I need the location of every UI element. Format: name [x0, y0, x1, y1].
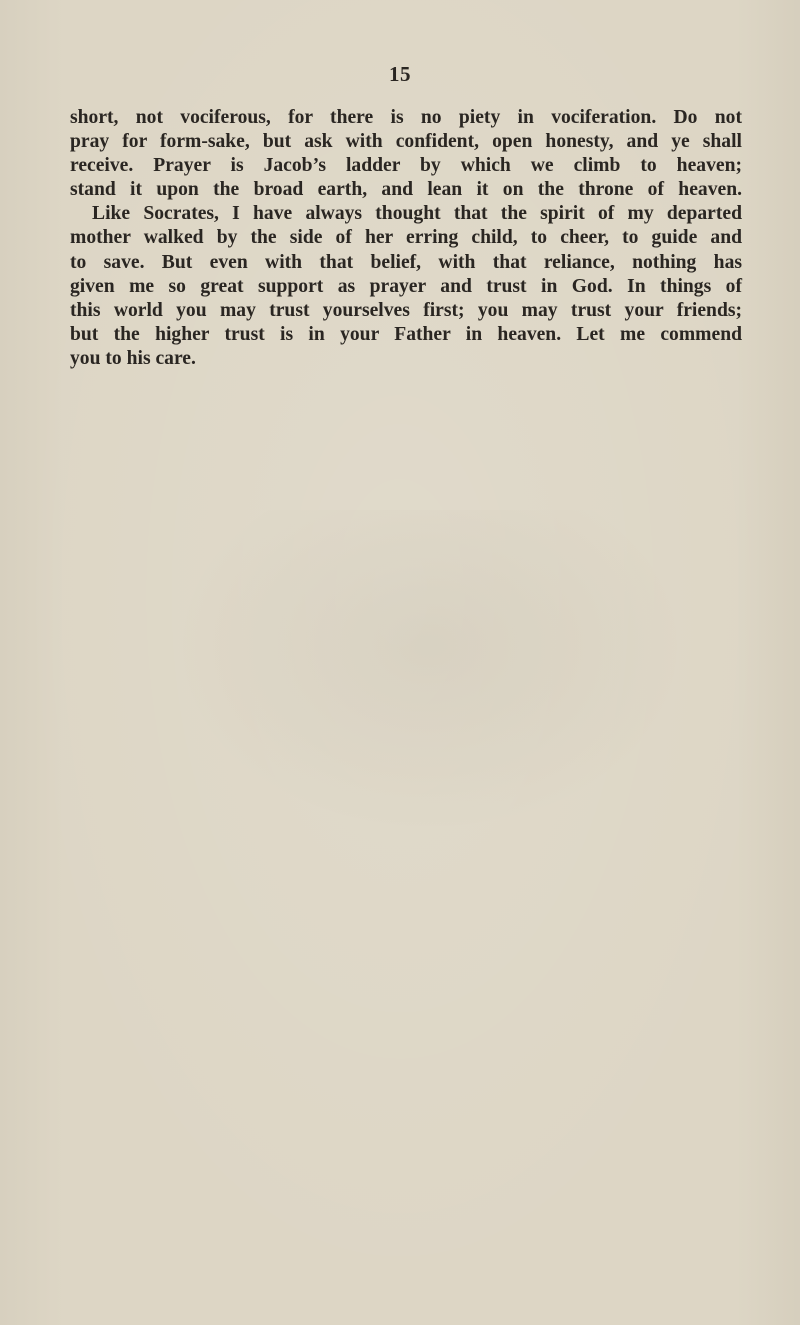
text-line: given me so great support as prayer and trust in God. In things of — [70, 275, 742, 297]
text-line: but the higher trust is in your Father in heaven. Let me commend — [70, 323, 742, 345]
text-line: pray for form-sake, but ask with confident, open honesty, and ye shall — [70, 131, 742, 153]
text-line: receive. Prayer is Jacob’s ladder by which we climb to heaven; — [70, 155, 742, 177]
text-line: mother walked by the side of her erring child, to cheer, to guide and — [70, 227, 742, 249]
text-line: this world you may trust yourselves first; you may trust your friends; — [70, 299, 742, 321]
text-line: short, not vociferous, for there is no piety in vociferation. Do not — [70, 107, 742, 128]
text-line: stand it upon the broad earth, and lean it on the throne of heaven. — [70, 179, 742, 201]
body-text — [70, 106, 742, 371]
show-through-stain — [150, 510, 710, 850]
page-number: 15 — [389, 62, 411, 86]
text-line-last: you to his care. — [70, 347, 196, 369]
text-line: Like Socrates, I have always thought that the spirit of my departed — [92, 203, 742, 225]
text-line: to save. But even with that belief, with that reliance, nothing has — [70, 251, 742, 273]
